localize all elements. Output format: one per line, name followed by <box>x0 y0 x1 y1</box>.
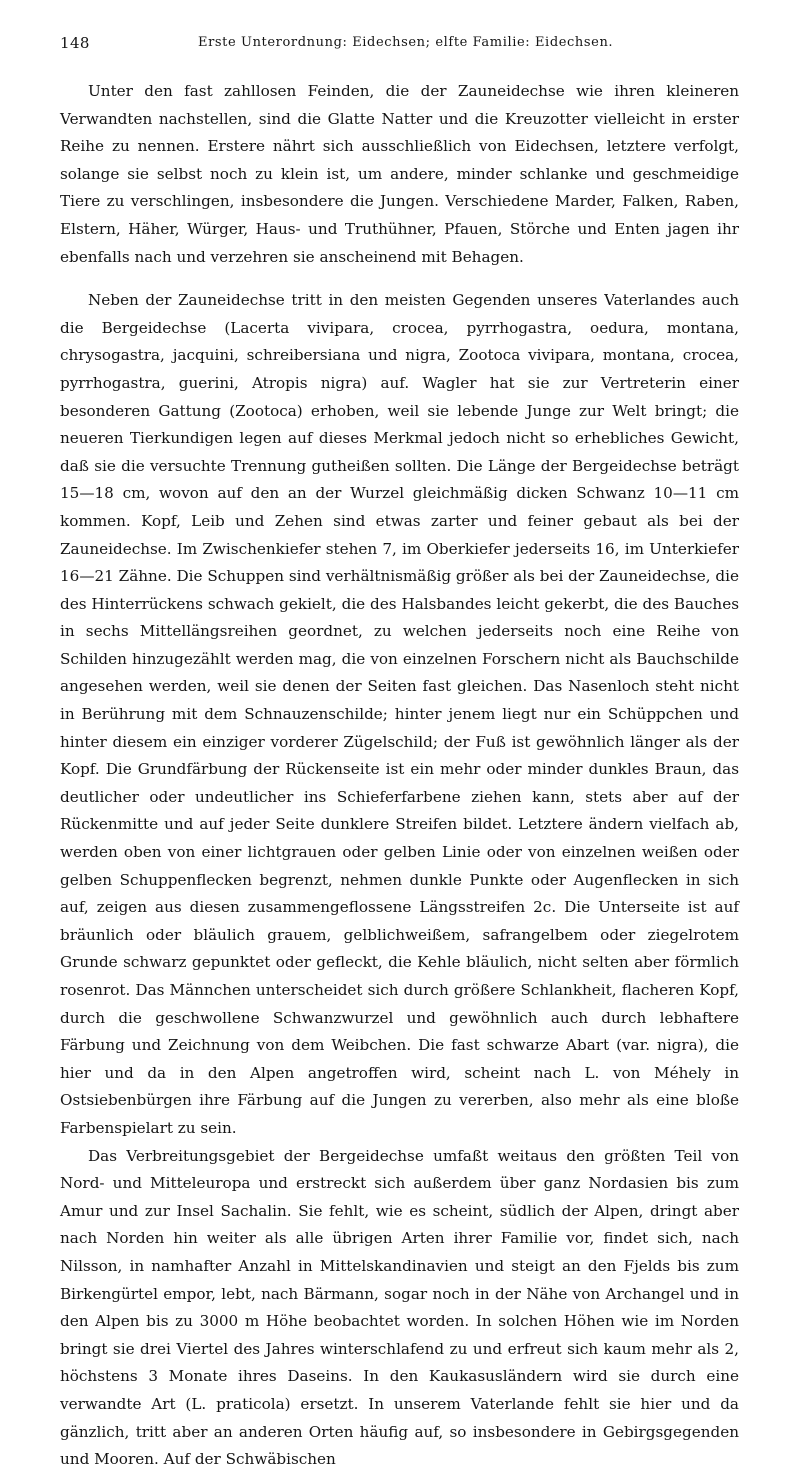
paragraph-bergeidechse-description: Neben der Zauneidechse tritt in den meisten Gegenden unseres Vaterlandes auch die Bergeidechse (Lacerta vivipara, crocea, pyrrhogastra, oedura, montana, chrysogastra, jacquini, schreibersiana und nigra, Zootoca vivipara, montana, crocea, pyrrhogastra, guerini, Atropis nigra) auf. Wagler hat sie zur Vertreterin einer besonderen Gattung (Zootoca) erhoben, weil sie lebende Junge zur Welt bringt; die neueren Tierkundigen legen auf dieses Merkmal jedoch nicht so erhebliches Gewicht, daß sie die versuchte Trennung gutheißen sollten. Die Länge der Bergeidechse beträgt 15—18 cm, wovon auf den an der Wurzel gleichmäßig dicken Schwanz 10—11 cm kommen. Kopf, Leib und Zehen sind etwas zarter und feiner gebaut als bei der Zauneidechse. Im Zwischenkiefer stehen 7, im Oberkiefer jederseits 16, im Unterkiefer 16—21 Zähne. Die Schuppen sind verhältnismäßig größer als bei der Zauneidechse, die des Hinterrückens schwach gekielt, die des Halsbandes leicht gekerbt, die des Bauches in sechs Mittellängsreihen geordnet, zu welchen jederseits noch eine Reihe von Schilden hinzugezählt werden mag, die von einzelnen Forschern nicht als Bauchschilde angesehen werden, weil sie denen der Seiten fast gleichen. Das Nasenloch steht nicht in Berührung mit dem Schnauzenschilde; hinter jenem liegt nur ein Schüppchen und hinter diesem ein einziger vorderer Zügelschild; der Fuß ist gewöhnlich länger als der Kopf. Die Grundfärbung der Rückenseite ist ein mehr oder minder dunkles Braun, das deutlicher oder undeutlicher ins Schieferfarbene ziehen kann, stets aber auf der Rückenmitte und auf jeder Seite dunklere Streifen bildet. Letztere ändern vielfach ab, werden oben von einer lichtgrauen oder gelben Linie oder von einzelnen weißen oder gelben Schuppenflecken begrenzt, nehmen dunkle Punkte oder Augenflecken in sich auf, zeigen aus diesen zusammengeflossene Längsstreifen 2c. Die Unterseite ist auf bräunlich oder bläulich grauem, gelblichweißem, safrangelbem oder ziegelrotem Grunde schwarz gepunktet oder gefleckt, die Kehle bläulich, nicht selten aber förmlich rosenrot. Das Männchen unterscheidet sich durch größere Schlankheit, flacheren Kopf, durch die geschwollene Schwanzwurzel und gewöhnlich auch durch lebhaftere Färbung und Zeichnung von dem Weibchen. Die fast schwarze Abart (var. nigra), die hier und da in den Alpen angetroffen wird, scheint nach L. von Méhely in Ostsiebenbürgen ihre Färbung auf die Jungen zu vererben, also mehr als eine bloße Farbenspielart zu sein. <box>60 291 739 1137</box>
paragraph-distribution: Das Verbreitungsgebiet der Bergeidechse umfaßt weitaus den größten Teil von Nord- und Mitteleuropa und erstreckt sich außerdem über ganz Nordasien bis zum Amur und zur Insel Sachalin. Sie fehlt, wie es scheint, südlich der Alpen, dringt aber nach Norden hin weiter als alle übrigen Arten ihrer Familie vor, findet sich, nach Nilsson, in namhafter Anzahl in Mittelskandinavien und steigt an den Fjelds bis zum Birkengürtel empor, lebt, nach Bärmann, sogar noch in der Nähe von Archangel und in den Alpen bis zu 3000 m Höhe beobachtet worden. In solchen Höhen wie im Norden bringt sie drei Viertel des Jahres winterschlafend zu und erfreut sich kaum mehr als 2, höchstens 3 Monate ihres Daseins. In den Kaukasusländern wird sie durch eine verwandte Art (L. praticola) ersetzt. In unserem Vaterlande fehlt sie hier und da gänzlich, tritt aber an anderen Orten häufig auf, so insbesondere in Gebirgsgegenden und Mooren. Auf der Schwäbischen <box>60 1146 739 1469</box>
body-text <box>60 78 739 1474</box>
paragraph-predators: Unter den fast zahllosen Feinden, die der Zauneidechse wie ihren kleineren Verwandten nachstellen, sind die Glatte Natter und die Kreuzotter vielleicht in erster Reihe zu nennen. Erstere nährt sich ausschließlich von Eidechsen, letztere verfolgt, solange sie selbst noch zu klein ist, um andere, minder schlanke und geschmeidige Tiere zu verschlingen, insbesondere die Jungen. Verschiedene Marder, Falken, Raben, Elstern, Häher, Würger, Haus- und Truthühner, Pfauen, Störche und Enten jagen ihr ebenfalls nach und verzehren sie anscheinend mit Behagen. <box>60 82 739 266</box>
page-number: 148 <box>60 34 90 52</box>
running-header <box>60 34 739 58</box>
running-title: Erste Unterordnung: Eidechsen; elfte Familie: Eidechsen. <box>198 35 614 50</box>
